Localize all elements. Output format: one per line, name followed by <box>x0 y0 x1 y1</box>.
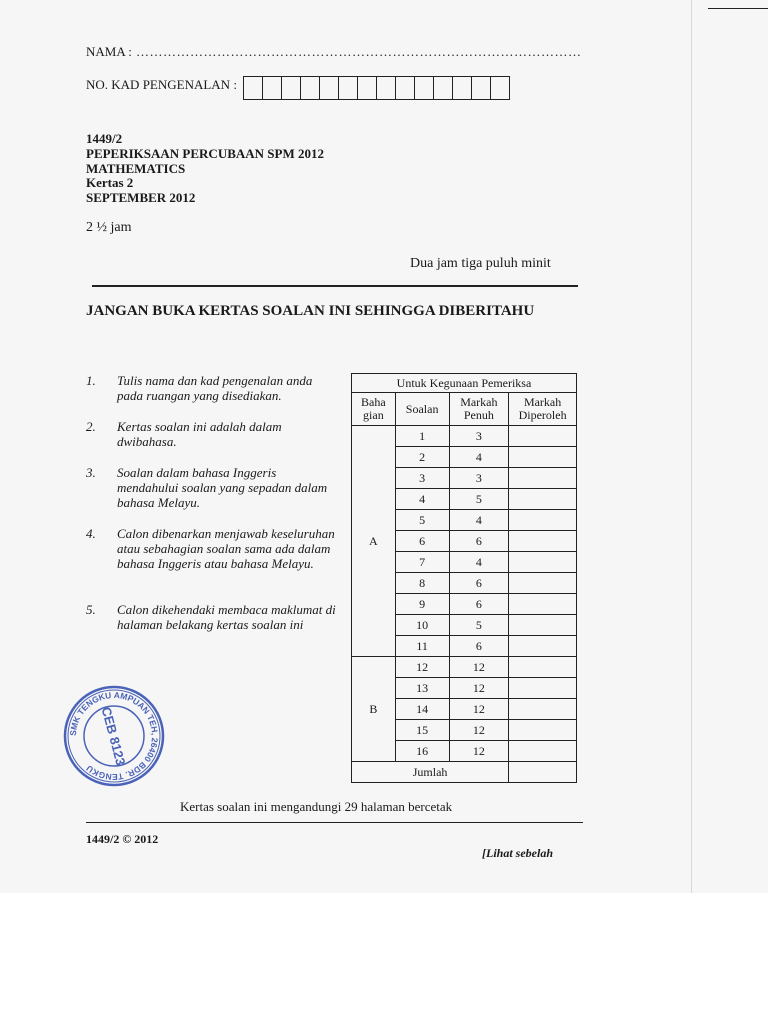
table-row <box>352 657 577 678</box>
obtained-marks-cell[interactable] <box>509 552 577 573</box>
instruction-number: 5. <box>86 602 96 617</box>
instruction-number: 3. <box>86 465 96 480</box>
obtained-marks-cell[interactable] <box>509 426 577 447</box>
instruction-item <box>86 465 336 513</box>
col-header-markah-penuh: Markah Penuh <box>449 393 509 426</box>
obtained-marks-cell[interactable] <box>509 531 577 552</box>
pages-note: Kertas soalan ini mengandungi 29 halaman bercetak <box>180 799 453 814</box>
question-number: 12 <box>395 657 449 678</box>
question-number: 4 <box>395 489 449 510</box>
ic-digit-box[interactable] <box>395 76 415 100</box>
duration: 2 ½ jam <box>86 220 132 235</box>
instruction-number: 4. <box>86 526 96 541</box>
ic-digit-box[interactable] <box>300 76 320 100</box>
full-marks: 5 <box>449 489 509 510</box>
full-marks: 6 <box>449 573 509 594</box>
paper-number: Kertas 2 <box>86 175 134 190</box>
instruction-text: Kertas soalan ini adalah dalam dwibahasa. <box>117 419 282 449</box>
instruction-item <box>86 526 336 590</box>
ic-digit-box[interactable] <box>357 76 377 100</box>
obtained-marks-cell[interactable] <box>509 720 577 741</box>
paper-edge <box>691 0 692 893</box>
full-marks: 4 <box>449 510 509 531</box>
obtained-marks-cell[interactable] <box>509 741 577 762</box>
col-header-markah-diperoleh: Markah Diperoleh <box>509 393 577 426</box>
question-number: 16 <box>395 741 449 762</box>
obtained-marks-cell[interactable] <box>509 489 577 510</box>
total-score-cell[interactable] <box>509 762 577 783</box>
question-number: 7 <box>395 552 449 573</box>
question-number: 1 <box>395 426 449 447</box>
question-number: 3 <box>395 468 449 489</box>
question-number: 11 <box>395 636 449 657</box>
full-marks: 12 <box>449 741 509 762</box>
col-header-bahagian: Baha gian <box>352 393 396 426</box>
ic-digit-box[interactable] <box>471 76 491 100</box>
obtained-marks-cell[interactable] <box>509 657 577 678</box>
ic-digit-box[interactable] <box>414 76 434 100</box>
table-title: Untuk Kegunaan Pemeriksa <box>352 374 577 393</box>
examiner-table <box>351 373 577 783</box>
full-marks: 6 <box>449 594 509 615</box>
ic-digit-box[interactable] <box>243 76 263 100</box>
question-number: 13 <box>395 678 449 699</box>
subject: MATHEMATICS <box>86 161 186 176</box>
header-rule <box>92 285 578 287</box>
turn-over-note: [Lihat sebelah <box>482 846 553 860</box>
instruction-text: Soalan dalam bahasa Inggeris mendahului soalan yang sepadan dalam bahasa Melayu. <box>117 465 328 510</box>
instruction-text: Calon dibenarkan menjawab keseluruhan atau sebahagian soalan sama ada dalam bahasa Inggeris atau bahasa Melayu. <box>117 526 335 571</box>
obtained-marks-cell[interactable] <box>509 636 577 657</box>
full-marks: 12 <box>449 678 509 699</box>
stamp-center-text: CEB 8123 <box>98 705 129 768</box>
instruction-number: 2. <box>86 419 96 434</box>
instruction-item <box>86 419 336 451</box>
ic-digit-box[interactable] <box>490 76 510 100</box>
ic-digit-box[interactable] <box>433 76 453 100</box>
name-label: NAMA : <box>86 44 132 59</box>
ic-digit-box[interactable] <box>376 76 396 100</box>
full-marks: 3 <box>449 426 509 447</box>
obtained-marks-cell[interactable] <box>509 699 577 720</box>
ic-digit-box[interactable] <box>262 76 282 100</box>
obtained-marks-cell[interactable] <box>509 573 577 594</box>
instruction-item <box>86 602 336 650</box>
total-label: Jumlah <box>352 762 509 783</box>
section-label: B <box>352 657 396 762</box>
question-number: 14 <box>395 699 449 720</box>
full-marks: 6 <box>449 531 509 552</box>
table-row <box>352 426 577 447</box>
question-number: 9 <box>395 594 449 615</box>
stamp-ring-text: SMK TENGKU AMPUAN TEH, 26400 BDR. TENGKU <box>67 689 161 783</box>
ic-digit-box[interactable] <box>338 76 358 100</box>
ic-digit-box[interactable] <box>452 76 472 100</box>
full-marks: 5 <box>449 615 509 636</box>
question-number: 5 <box>395 510 449 531</box>
scan-edge <box>708 8 768 9</box>
full-marks: 4 <box>449 552 509 573</box>
question-number: 2 <box>395 447 449 468</box>
exam-name: PEPERIKSAAN PERCUBAAN SPM 2012 <box>86 146 324 161</box>
instruction-text: Tulis nama dan kad pengenalan anda pada ruangan yang disediakan. <box>117 373 313 403</box>
obtained-marks-cell[interactable] <box>509 678 577 699</box>
ic-digit-box[interactable] <box>319 76 339 100</box>
exam-date: SEPTEMBER 2012 <box>86 190 196 205</box>
obtained-marks-cell[interactable] <box>509 447 577 468</box>
question-number: 15 <box>395 720 449 741</box>
question-number: 10 <box>395 615 449 636</box>
obtained-marks-cell[interactable] <box>509 615 577 636</box>
full-marks: 4 <box>449 447 509 468</box>
col-header-soalan: Soalan <box>395 393 449 426</box>
ic-number-boxes <box>244 76 510 100</box>
instruction-text: Calon dikehendaki membaca maklumat di halaman belakang kertas soalan ini <box>117 602 336 632</box>
footer-rule <box>86 822 583 823</box>
full-marks: 12 <box>449 657 509 678</box>
table-body <box>352 426 577 762</box>
question-number: 8 <box>395 573 449 594</box>
copyright: 1449/2 © 2012 <box>86 832 159 846</box>
ic-label: NO. KAD PENGENALAN : <box>86 77 237 92</box>
question-number: 6 <box>395 531 449 552</box>
paper-code: 1449/2 <box>86 131 123 146</box>
obtained-marks-cell[interactable] <box>509 594 577 615</box>
warning-notice: JANGAN BUKA KERTAS SOALAN INI SEHINGGA DIBERITAHU <box>86 303 535 319</box>
full-marks: 3 <box>449 468 509 489</box>
name-dots: ……………………………………………………………………………………… <box>136 44 582 59</box>
full-marks: 6 <box>449 636 509 657</box>
duration-words: Dua jam tiga puluh minit <box>410 256 551 271</box>
obtained-marks-cell[interactable] <box>509 468 577 489</box>
obtained-marks-cell[interactable] <box>509 510 577 531</box>
instruction-item <box>86 373 336 405</box>
instruction-number: 1. <box>86 373 96 388</box>
ic-digit-box[interactable] <box>281 76 301 100</box>
section-label: A <box>352 426 396 657</box>
full-marks: 12 <box>449 720 509 741</box>
school-stamp <box>62 684 166 788</box>
full-marks: 12 <box>449 699 509 720</box>
